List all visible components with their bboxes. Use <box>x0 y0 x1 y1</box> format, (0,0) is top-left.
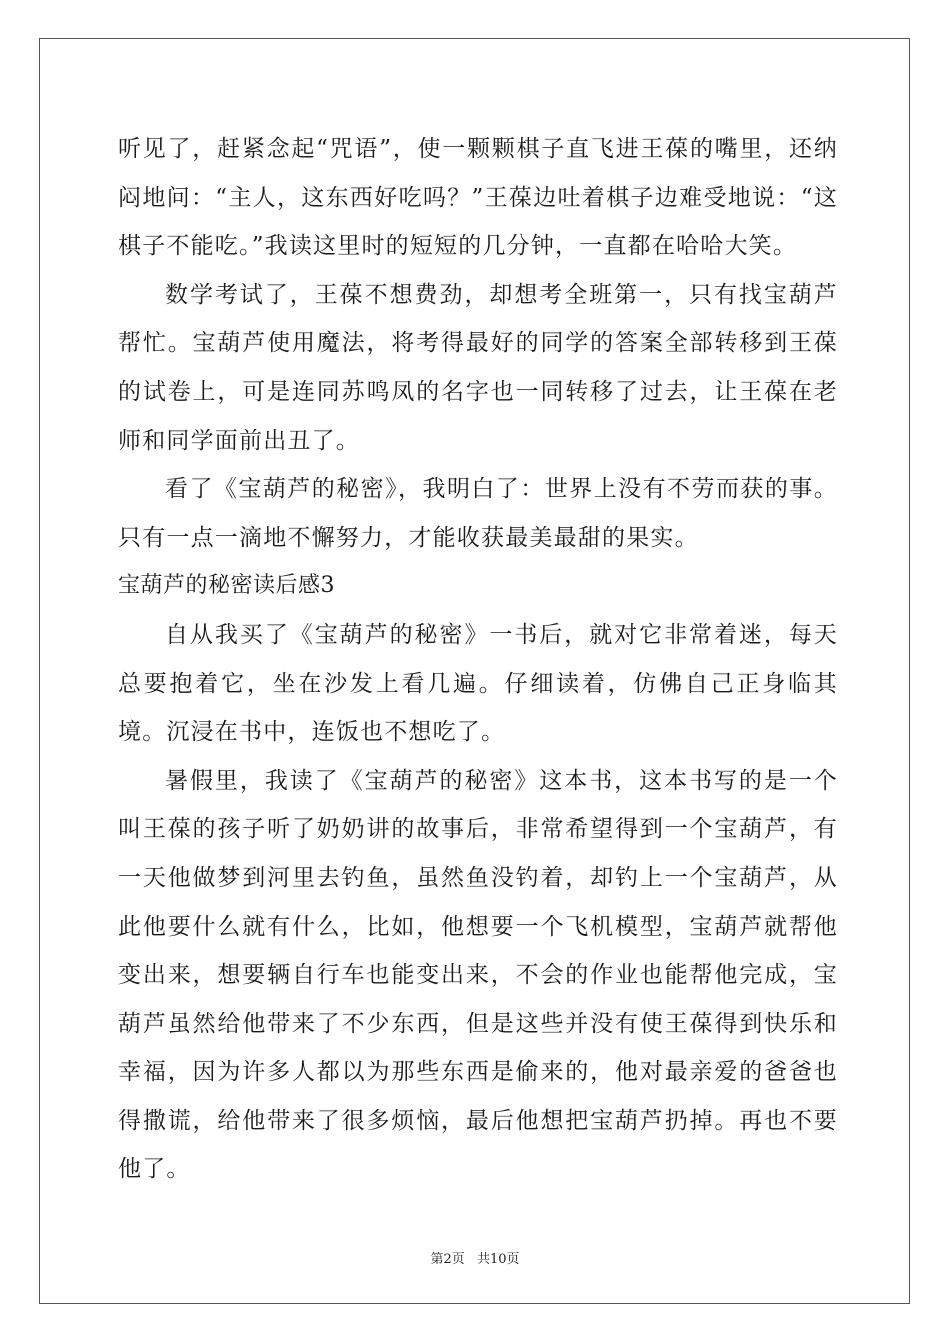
paragraph-intro: 自从我买了《宝葫芦的秘密》一书后，就对它非常着迷，每天总要抱着它，坐在沙发上看几遍。仔细读着，仿佛自己正身临其境。沉浸在书中，连饭也不想吃了。 <box>118 621 838 746</box>
section-heading: 宝葫芦的秘密读后感3 <box>118 573 335 599</box>
paragraph-conclusion: 看了《宝葫芦的秘密》，我明白了：世界上没有不劳而获的事。只有一点一滴地不懈努力，才能收获最美最甜的果实。 <box>118 476 838 551</box>
page-number: 第2页 <box>430 1252 465 1267</box>
page-footer <box>0 1248 950 1267</box>
total-pages: 共10页 <box>476 1252 520 1267</box>
paragraph-math-exam: 数学考试了，王葆不想费劲，却想考全班第一，只有找宝葫芦帮忙。宝葫芦使用魔法，将考得最好的同学的答案全部转移到王葆的试卷上，可是连同苏鸣凤的名字也一同转移了过去，让王葆在老师和同学面前出丑了。 <box>118 281 838 454</box>
paragraph-continued: 听见了，赶紧念起“咒语”，使一颗颗棋子直飞进王葆的嘴里，还纳闷地问：“主人，这东西好吃吗？”王葆边吐着棋子边难受地说：“这棋子不能吃。”我读这里时的短短的几分钟，一直都在哈哈大笑。 <box>118 136 838 260</box>
document-body <box>118 125 838 1194</box>
paragraph-summer: 暑假里，我读了《宝葫芦的秘密》这本书，这本书写的是一个叫王葆的孩子听了奶奶讲的故事后，非常希望得到一个宝葫芦，有一天他做梦到河里去钓鱼，虽然鱼没钓着，却钓上一个宝葫芦，从此他要什么就有什么，比如，他想要一个飞机模型，宝葫芦就帮他变出来，想要辆自行车也能变出来，不会的作业也能帮他完成，宝葫芦虽然给他带来了不少东西，但是这些并没有使王葆得到快乐和幸福，因为许多人都以为那些东西是偷来的，他对最亲爱的爸爸也得撒谎，给他带来了很多烦恼，最后他想把宝葫芦扔掉。再也不要他了。 <box>118 767 838 1183</box>
